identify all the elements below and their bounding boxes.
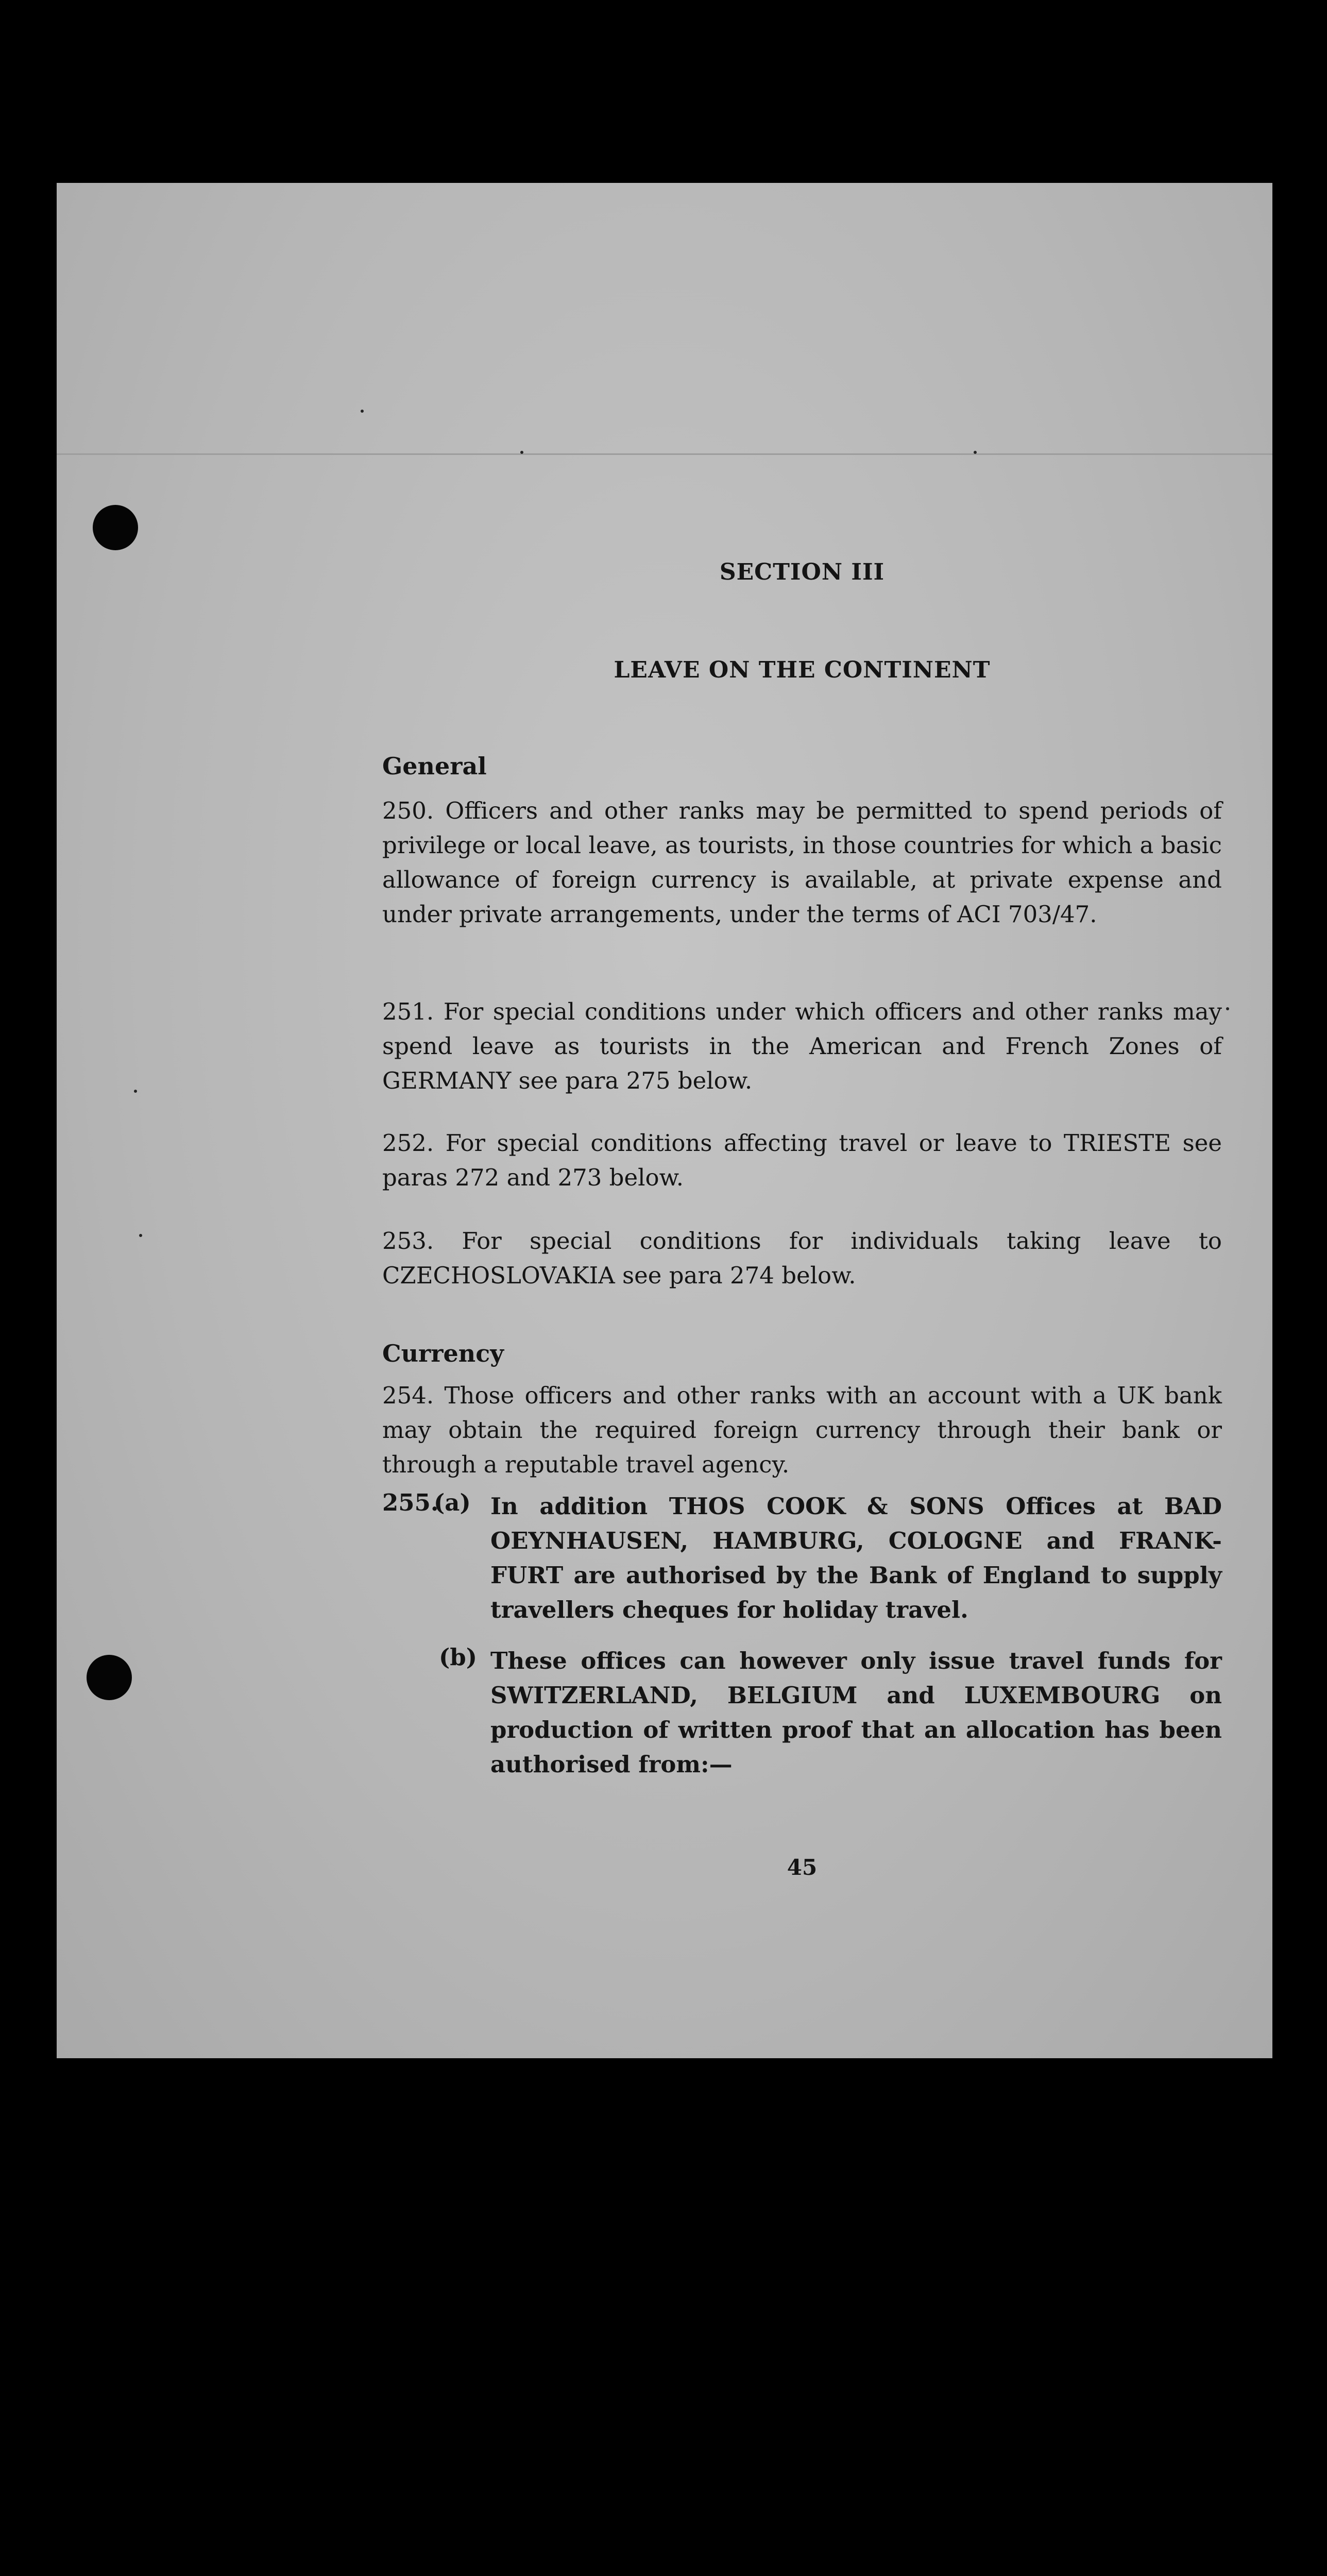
- paragraph-254: 254. Those officers and other ranks with an account with a UK bank may obtain the required foreign currency through their bank or through a reputable travel agency.: [382, 1382, 1222, 1478]
- paragraph-255a-label: (a): [434, 1489, 471, 1516]
- dust-speck: [134, 1090, 137, 1093]
- dust-speck: [1226, 1007, 1229, 1010]
- paragraph-255b-text: These offices can however only issue travel funds for SWITZERLAND, BELGIUM and LUXEMBOURG on production of written proof that an allocation has been authorised from:—: [490, 1647, 1222, 1778]
- document-page: [57, 183, 1272, 2058]
- heading-general: General: [382, 752, 487, 780]
- dust-speck: [139, 1234, 142, 1237]
- page-number: 45: [787, 1855, 818, 1880]
- punch-hole-bottom: [87, 1655, 132, 1700]
- paragraph-251: 251. For special conditions under which officers and other ranks may spend leave as tourists in the American and French Zones of GERMANY see para 275 below.: [382, 998, 1222, 1094]
- dust-speck: [520, 451, 523, 454]
- fold-line: [57, 453, 1272, 455]
- paragraph-255-number: 255.: [382, 1489, 439, 1516]
- dust-speck: [974, 451, 977, 454]
- paragraph-255b-label: (b): [439, 1643, 478, 1671]
- paragraph-252: 252. For special conditions affecting travel or leave to TRIESTE see paras 272 and 273 below.: [382, 1129, 1222, 1191]
- paragraph-250: 250. Officers and other ranks may be permitted to spend periods of privilege or local leave, as tourists, in those countries for which a basic allowance of foreign currency is available, at private expense and under private arrangements, under the terms of ACI 703/47.: [382, 797, 1222, 928]
- dust-speck: [361, 410, 364, 413]
- paragraph-253: 253. For special conditions for individuals taking leave to CZECHOSLOVAKIA see para 274 below.: [382, 1227, 1222, 1289]
- punch-hole-top: [93, 505, 138, 550]
- section-subtitle: LEAVE ON THE CONTINENT: [614, 657, 991, 683]
- section-title: SECTION III: [719, 559, 885, 585]
- heading-currency: Currency: [382, 1340, 504, 1367]
- paragraph-255a-text: In addition THOS COOK & SONS Offices at BAD OEYNHAUSEN, HAMBURG, COLOGNE and FRANK-FURT are authorised by the Bank of England to supply travellers cheques for holiday travel.: [490, 1493, 1222, 1623]
